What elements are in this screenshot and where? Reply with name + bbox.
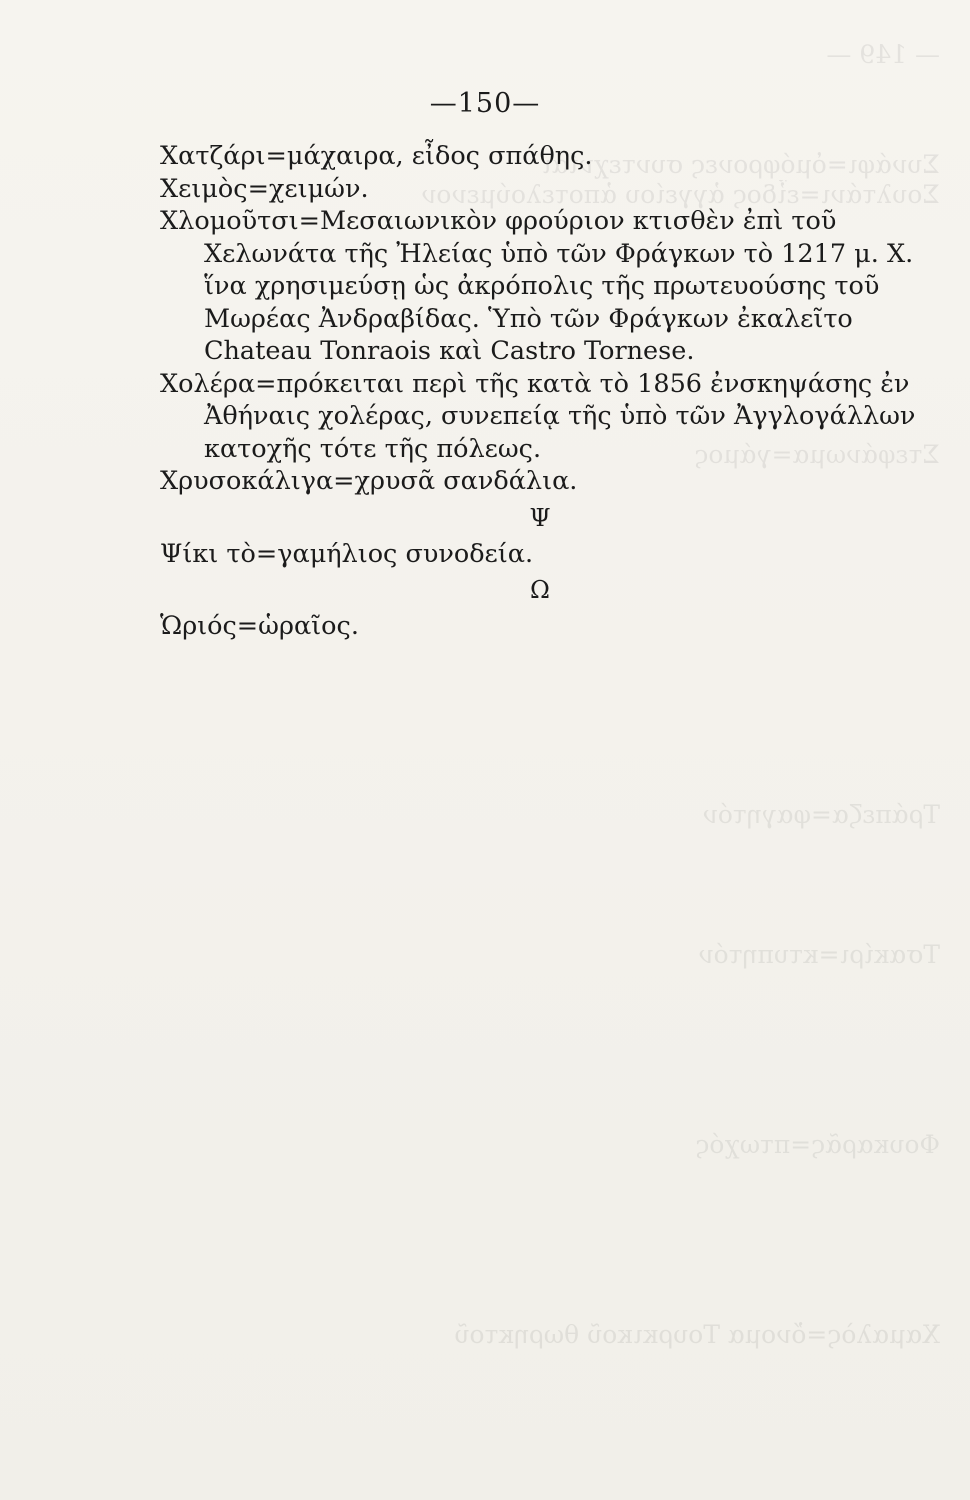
section-heading-omega: Ω <box>530 576 550 604</box>
glossary-entry: Ὡριός=ὡραῖος. <box>160 611 359 641</box>
glossary-entry: Χλομοῦτσι=Μεσαιωνικὸν φρούριον κτισθὲν ἐπὶ τοῦ Χελωνάτα τῆς Ἠλείας ὑπὸ τῶν Φράγκων τὸ 1217 μ. Χ. ἵνα χρησιμεύσῃ ὡς ἀκρόπολις τῆς πρωτευούσης τοῦ Μωρέας Ἀνδραβίδας. Ὑπὸ τῶν Φράγκων ἐκαλεῖτο Chateau Tonraois καὶ Castro Tornese. <box>160 206 914 366</box>
page-number: —150— <box>429 88 541 119</box>
glossary-entry: Χολέρα=πρόκειται περὶ τῆς κατὰ τὸ 1856 ἐνσκηψάσης ἐν Ἀθήναις χολέρας, συνεπείᾳ τῆς ὑπὸ τῶν Ἀγγλογάλλων κατοχῆς τότε τῆς πόλεως. <box>160 368 916 464</box>
glossary-entry: Χρυσοκάλιγα=χρυσᾶ σανδάλια. <box>160 466 578 496</box>
bleed-through-text: Φουκαρᾶς=πτωχός <box>695 1130 940 1159</box>
glossary-entry: Χειμὸς=χειμών. <box>160 173 369 204</box>
bleed-through-text: — 149 — <box>826 40 940 69</box>
glossary-entry: Ψίκι τὸ=γαμήλιος συνοδεία. <box>160 538 534 569</box>
bleed-through-text: Χαμαλὸς=ὄνομα Τουρκικοῦ θωρηκτοῦ <box>454 1320 940 1349</box>
bleed-through-text: Σουλτάνι=εἶδος ἀγγείου ἀποτελούμενον <box>421 180 940 209</box>
bleed-through-text: Στεφάνωμα=γάμος <box>694 440 940 469</box>
bleed-through-text: Συνάφι=ὁμόφρονες συντεχνίαι <box>542 150 940 179</box>
glossary-entries <box>160 140 940 643</box>
glossary-entry: Χατζάρι=μάχαιρα, εἶδος σπάθης. <box>160 141 593 171</box>
section-heading-psi: Ψ <box>529 503 551 532</box>
bleed-through-text: Τράπεζα=φαγητόν <box>702 800 940 829</box>
bleed-through-text: Τσακίρι=κτυπητόν <box>698 940 940 969</box>
